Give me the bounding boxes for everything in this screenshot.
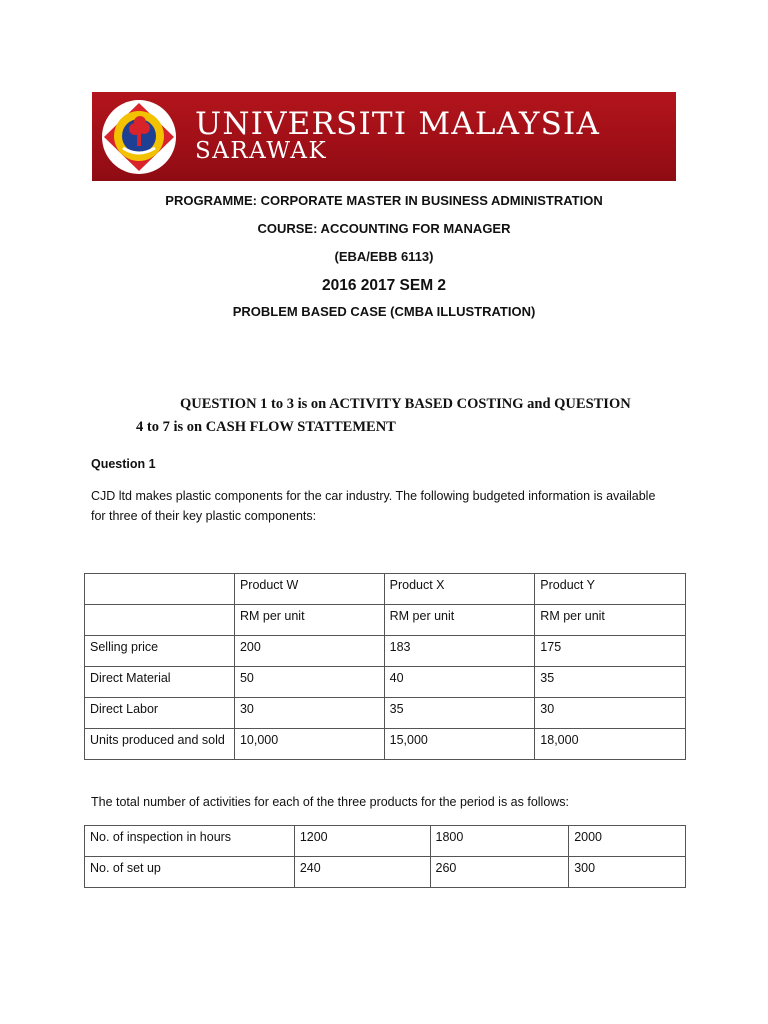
table-cell: No. of inspection in hours <box>85 826 295 857</box>
table-cell: RM per unit <box>535 605 686 636</box>
table-row <box>85 857 686 888</box>
question-1-intro-line-2: for three of their key plastic components: <box>91 509 317 523</box>
programme-line: PROGRAMME: CORPORATE MASTER IN BUSINESS ADMINISTRATION <box>165 193 603 208</box>
table-cell: 1800 <box>430 826 569 857</box>
table-row <box>85 698 686 729</box>
university-campus: SARAWAK <box>195 138 328 164</box>
table-row <box>85 605 686 636</box>
table-cell: RM per unit <box>234 605 384 636</box>
activity-table <box>84 825 686 888</box>
instruction-line-1: QUESTION 1 to 3 is on ACTIVITY BASED COSTING and QUESTION <box>180 396 631 412</box>
university-logo-icon <box>97 98 181 176</box>
table-cell <box>85 574 235 605</box>
table-cell: 200 <box>234 636 384 667</box>
table-cell: No. of set up <box>85 857 295 888</box>
table-cell: 1200 <box>294 826 430 857</box>
table-row <box>85 826 686 857</box>
table-cell: 40 <box>384 667 535 698</box>
table-cell: 50 <box>234 667 384 698</box>
table-cell: RM per unit <box>384 605 535 636</box>
table-cell: 2000 <box>569 826 686 857</box>
table-cell: 175 <box>535 636 686 667</box>
table-cell: Product W <box>234 574 384 605</box>
instruction-line-2: 4 to 7 is on CASH FLOW STATTEMENT <box>136 419 396 435</box>
table-row <box>85 729 686 760</box>
table-cell: 35 <box>535 667 686 698</box>
table-row <box>85 667 686 698</box>
activities-text: The total number of activities for each of the three products for the period is as follows: <box>91 795 570 809</box>
table-cell: Selling price <box>85 636 235 667</box>
table-cell: 300 <box>569 857 686 888</box>
table-cell: 183 <box>384 636 535 667</box>
table-cell: 35 <box>384 698 535 729</box>
table-row <box>85 574 686 605</box>
course-line: COURSE: ACCOUNTING FOR MANAGER <box>257 221 511 236</box>
table-cell: Units produced and sold <box>85 729 235 760</box>
table-cell: 240 <box>294 857 430 888</box>
table-cell: 10,000 <box>234 729 384 760</box>
table-cell: 15,000 <box>384 729 535 760</box>
product-table <box>84 573 686 760</box>
table-row <box>85 636 686 667</box>
question-1-title: Question 1 <box>91 457 156 471</box>
table-cell: Direct Material <box>85 667 235 698</box>
table-cell: 30 <box>535 698 686 729</box>
table-cell: Product X <box>384 574 535 605</box>
table-cell: 18,000 <box>535 729 686 760</box>
semester-title: 2016 2017 SEM 2 <box>321 277 447 294</box>
table-cell: 260 <box>430 857 569 888</box>
table-cell: Product Y <box>535 574 686 605</box>
case-title: PROBLEM BASED CASE (CMBA ILLUSTRATION) <box>232 304 536 319</box>
university-banner <box>92 92 676 181</box>
university-name: UNIVERSITI MALAYSIA <box>195 106 601 142</box>
table-cell <box>85 605 235 636</box>
question-1-intro-line-1: CJD ltd makes plastic components for the car industry. The following budgeted information is available <box>91 489 656 503</box>
course-code: (EBA/EBB 6113) <box>334 249 434 264</box>
table-cell: 30 <box>234 698 384 729</box>
table-cell: Direct Labor <box>85 698 235 729</box>
